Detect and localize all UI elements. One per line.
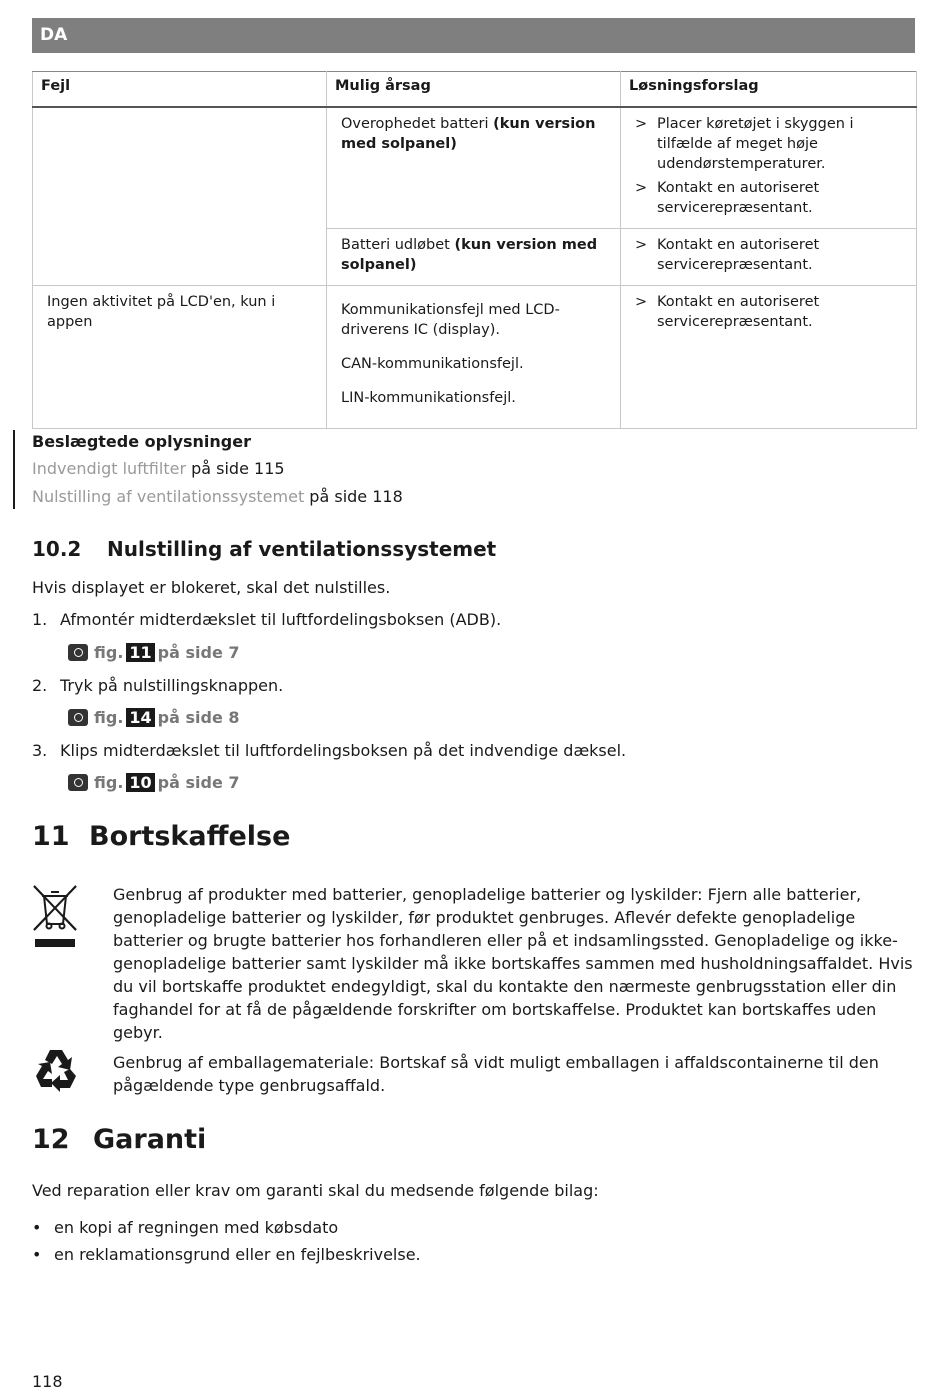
- section-heading: [32, 1124, 206, 1155]
- column-header-fault: Fejl: [33, 72, 327, 108]
- section-number: 11: [32, 821, 70, 852]
- solution-cell: [621, 107, 917, 229]
- fig-number: 14: [126, 708, 154, 727]
- table-row: [33, 229, 917, 286]
- language-code: DA: [40, 25, 68, 45]
- cause-text: Kommunikationsfejl med LCD-driverens IC (display).: [341, 302, 560, 338]
- language-header-bar: [32, 18, 915, 53]
- related-info-title: Beslægtede oplysninger: [32, 432, 251, 451]
- arrow-icon: >: [635, 294, 648, 310]
- related-link[interactable]: Indvendigt luftfilter: [32, 459, 187, 478]
- step-text: Afmontér midterdækslet til luftfordelingsboksen (ADB).: [60, 610, 502, 629]
- recycle-icon: [32, 1048, 80, 1094]
- cause-text: CAN-kommunikationsfejl.: [341, 356, 524, 372]
- cause-cell: [327, 229, 621, 286]
- cause-bold-text: (kun version med solpanel): [341, 116, 596, 152]
- section-heading: [32, 821, 290, 852]
- section-number: 10.2: [32, 537, 82, 561]
- arrow-icon: >: [635, 237, 648, 253]
- fig-number: 10: [126, 773, 154, 792]
- page-number: 118: [32, 1372, 63, 1391]
- fig-suffix: på side 8: [157, 708, 240, 727]
- camera-icon: [68, 709, 88, 726]
- warranty-document-list: [32, 1214, 832, 1268]
- fig-prefix: fig.: [94, 708, 124, 727]
- fault-cell: [33, 286, 327, 429]
- related-link[interactable]: Nulstilling af ventilationssystemet: [32, 487, 305, 506]
- step-number: 3.: [32, 741, 48, 760]
- weee-disposal-text: Genbrug af produkter med batterier, genopladelige batterier og lyskilder: Fjern alle batterier, genopladelige batterier og lyskilder, før produktet genbruges. Aflevér defekte genopladelige batterier og brugte batterier hos forhandleren eller på et indsamlingssted. Genopladelige og ikke-genopladelige batterier samt lyskilder må ikke bortskaffes sammen med husholdningsaffaldet. Hvis du vil bortskaffe produktet endegyldigt, skal du kontakte den nærmeste genbrugsstation eller din faghandel for at få de pågældende forskrifter om bortskaffelse. Produktet kan bortskaffes uden gebyr.: [113, 885, 913, 1042]
- solution-text: Placer køretøjet i skyggen i tilfælde af meget høje udendørstemperaturer.: [657, 116, 854, 172]
- related-link-page: på side 115: [186, 459, 285, 478]
- camera-icon: [68, 774, 88, 791]
- related-link-item: [32, 487, 403, 506]
- solution-item: [635, 292, 902, 332]
- fig-suffix: på side 7: [157, 643, 240, 662]
- table-row: [33, 286, 917, 429]
- solution-item: [635, 235, 902, 275]
- related-link-page: på side 118: [304, 487, 403, 506]
- column-header-solution: Løsningsforslag: [621, 72, 917, 108]
- section-intro: Hvis displayet er blokeret, skal det nulstilles.: [32, 578, 391, 597]
- list-item: • en reklamationsgrund eller en fejlbeskrivelse.: [32, 1241, 832, 1268]
- list-item: • en kopi af regningen med købsdato: [32, 1214, 832, 1241]
- figure-reference[interactable]: [68, 643, 240, 662]
- solution-cell: [621, 286, 917, 429]
- section-intro: Ved reparation eller krav om garanti skal du medsende følgende bilag:: [32, 1181, 599, 1200]
- section-title: Nulstilling af ventilationssystemet: [107, 537, 497, 561]
- cause-bold-text: (kun version med solpanel): [341, 237, 598, 273]
- arrow-icon: >: [635, 116, 648, 132]
- fig-prefix: fig.: [94, 643, 124, 662]
- packaging-recycle-text: Genbrug af emballagemateriale: Bortskaf så vidt muligt emballagen i affaldscontainerne til den pågældende type genbrugsaffald.: [113, 1053, 879, 1095]
- fault-text: Ingen aktivitet på LCD'en, kun i appen: [47, 294, 276, 330]
- cause-text: LIN-kommunikationsfejl.: [341, 390, 516, 406]
- camera-icon: [68, 644, 88, 661]
- related-info-marker: [13, 430, 15, 509]
- cause-cell: [327, 107, 621, 229]
- figure-reference[interactable]: [68, 708, 240, 727]
- step-item: [32, 740, 626, 762]
- cause-text: Overophedet batteri: [341, 116, 494, 132]
- step-number: 1.: [32, 610, 48, 629]
- fig-number: 11: [126, 643, 154, 662]
- solution-item: [635, 114, 902, 174]
- figure-reference[interactable]: [68, 773, 240, 792]
- solution-item: [635, 178, 902, 218]
- section-title: Garanti: [93, 1124, 207, 1155]
- fig-suffix: på side 7: [157, 773, 240, 792]
- section-number: 12: [32, 1124, 70, 1155]
- solution-text: Kontakt en autoriseret servicerepræsentant.: [657, 180, 820, 216]
- step-text: Klips midterdækslet til luftfordelingsboksen på det indvendige dæksel.: [60, 741, 627, 760]
- step-item: [32, 675, 283, 697]
- solution-text: Kontakt en autoriseret servicerepræsentant.: [657, 294, 820, 330]
- solution-text: Kontakt en autoriseret servicerepræsentant.: [657, 237, 820, 273]
- solution-cell: [621, 229, 917, 286]
- fault-cell: [33, 107, 327, 229]
- fault-cell: [33, 229, 327, 286]
- table-header-row: [33, 72, 917, 108]
- step-text: Tryk på nulstillingsknappen.: [60, 676, 284, 695]
- weee-bin-icon: [32, 884, 78, 952]
- fig-prefix: fig.: [94, 773, 124, 792]
- troubleshooting-table: [32, 71, 917, 429]
- section-heading: [32, 537, 496, 561]
- table-row: [33, 107, 917, 229]
- column-header-cause: Mulig årsag: [327, 72, 621, 108]
- related-link-item: [32, 459, 285, 478]
- cause-text: Batteri udløbet: [341, 237, 455, 253]
- step-item: [32, 609, 501, 631]
- cause-cell: [327, 286, 621, 429]
- section-title: Bortskaffelse: [89, 821, 291, 852]
- step-number: 2.: [32, 676, 48, 695]
- arrow-icon: >: [635, 180, 648, 196]
